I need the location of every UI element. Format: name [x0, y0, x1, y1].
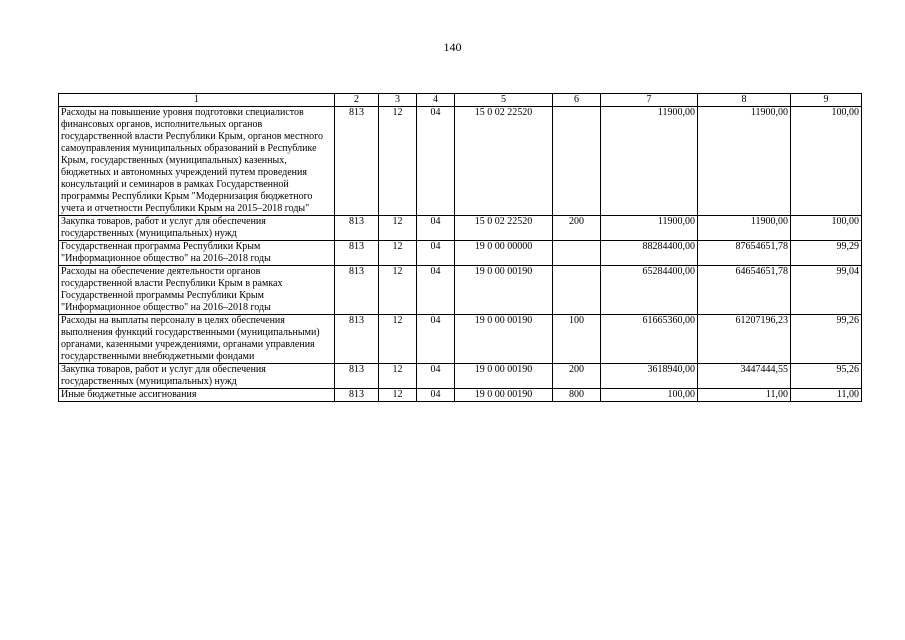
row-expense-type [553, 241, 601, 266]
row-target-article: 15 0 02 22520 [455, 216, 553, 241]
row-executed: 11,00 [698, 389, 791, 402]
row-subsection: 04 [417, 241, 455, 266]
row-executed: 11900,00 [698, 216, 791, 241]
row-expense-type [553, 107, 601, 216]
row-planned: 11900,00 [601, 107, 698, 216]
header-cell-1: 1 [59, 94, 335, 107]
row-description: Расходы на повышение уровня подготовки специалистов финансовых органов, исполнительных органов государственной власти Республики Крым, органов местного самоуправления муниципальных образований в Республике Крым, государственных (муниципальных) казенных, бюджетных и автономных учреждений путем проведения консультаций и семинаров в рамках Государственной программы Республики Крым "Модернизация бюджетного учета и отчетности Республики Крым на 2015–2018 годы" [59, 107, 335, 216]
row-section: 12 [379, 389, 417, 402]
table-row [59, 216, 862, 241]
row-percent: 100,00 [791, 107, 862, 216]
row-executed: 64654651,78 [698, 266, 791, 315]
row-subsection: 04 [417, 216, 455, 241]
row-description: Закупка товаров, работ и услуг для обеспечения государственных (муниципальных) нужд [59, 364, 335, 389]
row-planned: 100,00 [601, 389, 698, 402]
row-percent: 100,00 [791, 216, 862, 241]
row-section: 12 [379, 107, 417, 216]
row-section: 12 [379, 266, 417, 315]
row-percent: 11,00 [791, 389, 862, 402]
row-target-article: 19 0 00 00190 [455, 389, 553, 402]
row-planned: 3618940,00 [601, 364, 698, 389]
row-admin-code: 813 [335, 216, 379, 241]
row-admin-code: 813 [335, 389, 379, 402]
row-admin-code: 813 [335, 107, 379, 216]
row-executed: 61207196,23 [698, 315, 791, 364]
row-subsection: 04 [417, 389, 455, 402]
header-cell-2: 2 [335, 94, 379, 107]
header-cell-8: 8 [698, 94, 791, 107]
row-percent: 99,04 [791, 266, 862, 315]
row-subsection: 04 [417, 364, 455, 389]
row-expense-type: 800 [553, 389, 601, 402]
row-admin-code: 813 [335, 315, 379, 364]
header-cell-9: 9 [791, 94, 862, 107]
row-planned: 65284400,00 [601, 266, 698, 315]
row-expense-type: 200 [553, 364, 601, 389]
row-percent: 95,26 [791, 364, 862, 389]
row-planned: 11900,00 [601, 216, 698, 241]
row-description: Расходы на обеспечение деятельности органов государственной власти Республики Крым в рамках Государственной программы Республики Крым "Информационное общество" на 2016–2018 годы [59, 266, 335, 315]
header-cell-7: 7 [601, 94, 698, 107]
row-section: 12 [379, 241, 417, 266]
budget-table [58, 93, 862, 402]
row-percent: 99,29 [791, 241, 862, 266]
row-percent: 99,26 [791, 315, 862, 364]
row-description: Иные бюджетные ассигнования [59, 389, 335, 402]
row-expense-type: 100 [553, 315, 601, 364]
row-executed: 3447444,55 [698, 364, 791, 389]
row-expense-type: 200 [553, 216, 601, 241]
row-description: Закупка товаров, работ и услуг для обеспечения государственных (муниципальных) нужд [59, 216, 335, 241]
row-executed: 87654651,78 [698, 241, 791, 266]
row-target-article: 19 0 00 00190 [455, 266, 553, 315]
row-planned: 61665360,00 [601, 315, 698, 364]
header-cell-3: 3 [379, 94, 417, 107]
row-target-article: 15 0 02 22520 [455, 107, 553, 216]
row-admin-code: 813 [335, 364, 379, 389]
row-executed: 11900,00 [698, 107, 791, 216]
row-description: Расходы на выплаты персоналу в целях обеспечения выполнения функций государственными (муниципальными) органами, казенными учреждениями, органами управления государственными внебюджетными фондами [59, 315, 335, 364]
page-number: 140 [443, 40, 462, 54]
row-target-article: 19 0 00 00190 [455, 364, 553, 389]
row-admin-code: 813 [335, 266, 379, 315]
row-expense-type [553, 266, 601, 315]
row-description: Государственная программа Республики Крым "Информационное общество" на 2016–2018 годы [59, 241, 335, 266]
table-row [59, 364, 862, 389]
table-row [59, 389, 862, 402]
table-row [59, 315, 862, 364]
row-subsection: 04 [417, 107, 455, 216]
header-cell-6: 6 [553, 94, 601, 107]
header-row [59, 94, 862, 107]
header-cell-5: 5 [455, 94, 553, 107]
row-section: 12 [379, 216, 417, 241]
row-section: 12 [379, 364, 417, 389]
table-row [59, 241, 862, 266]
table-row [59, 107, 862, 216]
row-planned: 88284400,00 [601, 241, 698, 266]
row-target-article: 19 0 00 00000 [455, 241, 553, 266]
header-cell-4: 4 [417, 94, 455, 107]
row-admin-code: 813 [335, 241, 379, 266]
table-row [59, 266, 862, 315]
row-section: 12 [379, 315, 417, 364]
row-target-article: 19 0 00 00190 [455, 315, 553, 364]
row-subsection: 04 [417, 266, 455, 315]
row-subsection: 04 [417, 315, 455, 364]
